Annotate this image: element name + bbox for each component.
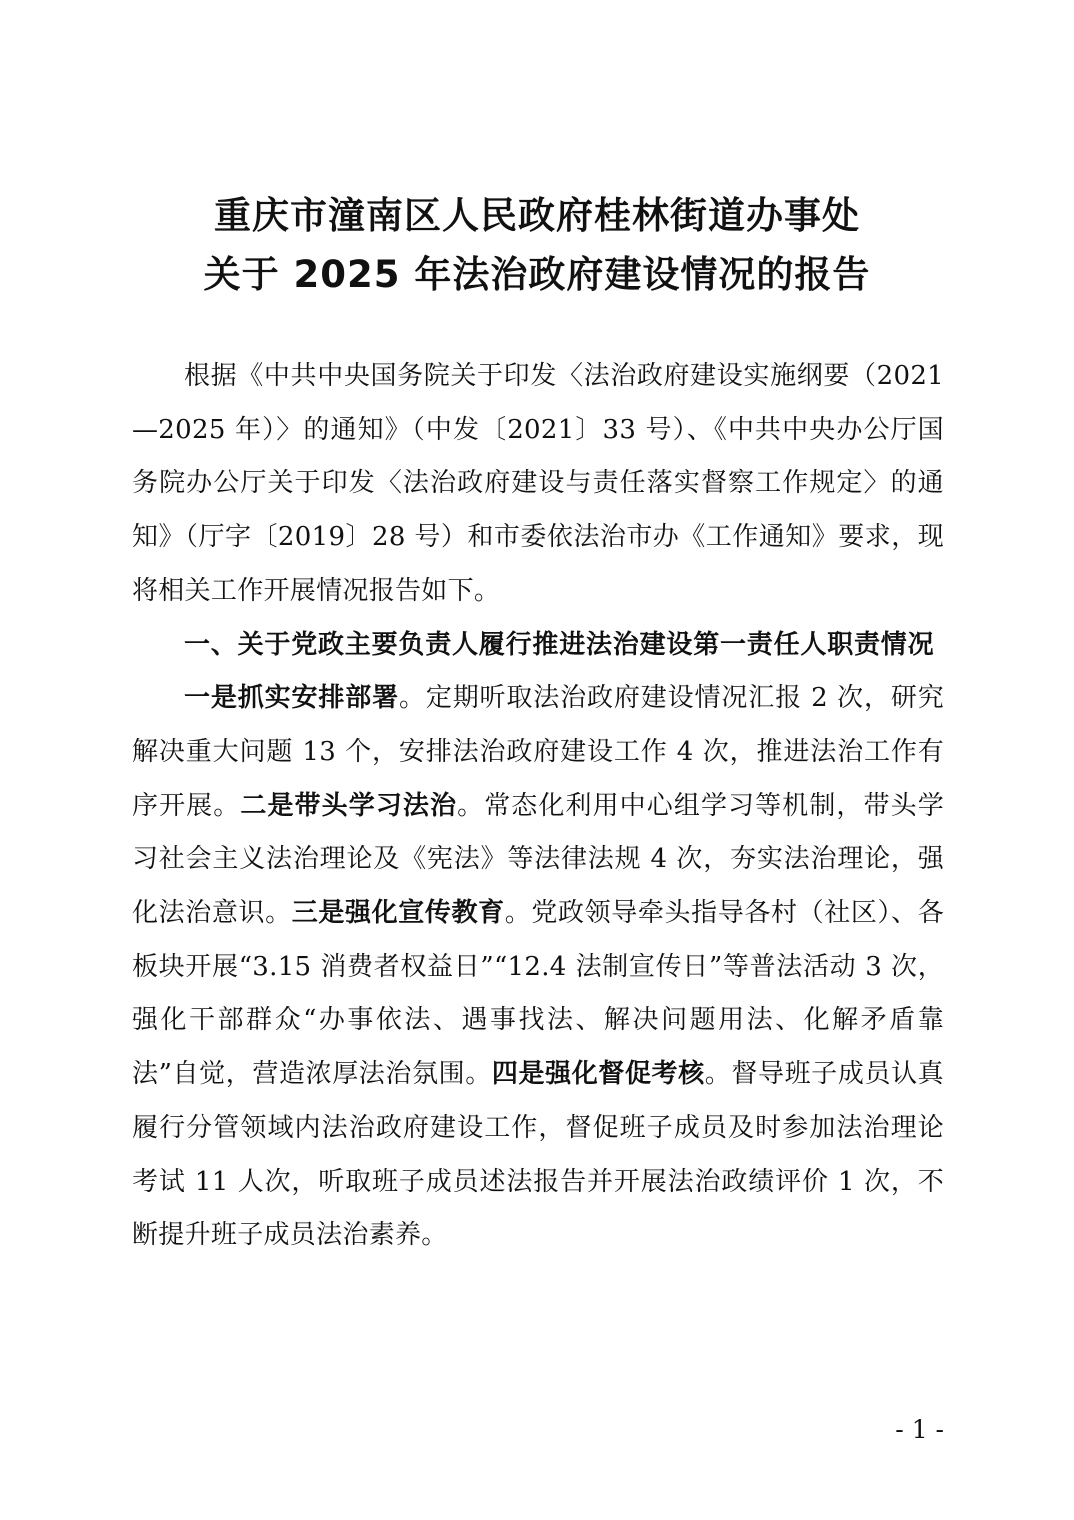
page-number: - 1 - [895, 1415, 944, 1444]
section-1-paragraph [132, 672, 944, 1263]
lead-phrase-3: 三是强化宣传教育 [291, 898, 505, 929]
intro-paragraph: 根据《中共中央国务院关于印发〈法治政府建设实施纲要（2021—2025 年）〉的通知》（中发〔2021〕33 号）、《中共中央办公厅国务院办公厅关于印发〈法治政府建设与责任落实督察工作规定〉的通知》（厅字〔2019〕28 号）和市委依法治市办《工作通知》要求，现将相关工作开展情况报告如下。 [132, 361, 944, 606]
document-body [132, 350, 944, 1263]
title-line-1: 重庆市潼南区人民政府桂林街道办事处 [214, 194, 860, 237]
document-title [0, 186, 1074, 304]
section-1-text-1: 。定期听取法治政府建设情况汇报 2 次，研究解决重大问题 13 个，安排法治政府建设工作 4 次，推进法治工作有序开展。 [132, 683, 944, 821]
section-1-text-2: 。常态化利用中心组学习等机制，带头学习社会主义法治理论及《宪法》等法律法规 4 次，夯实法治理论，强化法治意识。 [132, 790, 944, 929]
section-1-text-4: 。督导班子成员认真履行分管领域内法治政府建设工作，督促班子成员及时参加法治理论考试 11 人次，听取班子成员述法报告并开展法治政绩评价 1 次，不断提升班子成员法治素养。 [132, 1059, 944, 1251]
section-1-heading: 一、关于党政主要负责人履行推进法治建设第一责任人职责情况 [184, 629, 935, 660]
lead-phrase-4: 四是强化督促考核 [491, 1059, 705, 1090]
section-1-text-3: 。党政领导牵头指导各村（社区）、各板块开展“3.15 消费者权益日”“12.4 法制宣传日”等普法活动 3 次，强化干部群众“办事依法、遇事找法、解决问题用法、化解矛盾靠法”自觉，营造浓厚法治氛围。 [132, 898, 944, 1090]
title-line-2: 关于 2025 年法治政府建设情况的报告 [203, 253, 871, 296]
lead-phrase-1: 一是抓实安排部署 [184, 683, 399, 714]
lead-phrase-2: 二是带头学习法治 [240, 790, 458, 821]
